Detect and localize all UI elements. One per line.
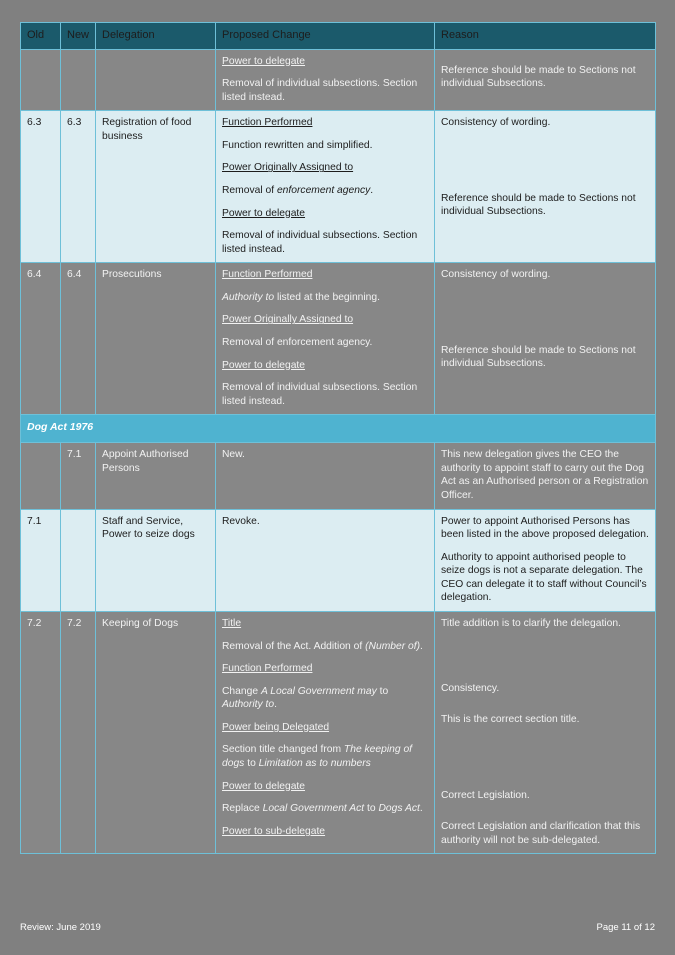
proposed-text: New.	[222, 449, 245, 461]
proposed-text: Removal of the Act. Addition of (Number of).	[222, 640, 423, 652]
cell-new: 6.4	[61, 263, 96, 415]
table-row	[21, 443, 656, 509]
reason-text: Reference should be made to Sections not individual Subsections.	[441, 64, 636, 90]
page-footer	[20, 922, 655, 933]
cell-new: 6.3	[61, 111, 96, 263]
proposed-heading: Function Performed	[222, 117, 313, 129]
col-header-old: Old	[21, 23, 61, 50]
proposed-heading: Power to delegate	[222, 359, 306, 371]
cell-reason	[435, 509, 656, 611]
section-heading: Dog Act 1976	[21, 415, 656, 443]
reason-text: Correct Legislation and clarification that this authority will not be sub-delegated.	[441, 821, 641, 846]
cell-reason	[435, 611, 656, 853]
proposed-text: Removal of individual subsections. Section listed instead.	[222, 230, 418, 255]
proposed-heading: Power Originally Assigned to	[222, 314, 354, 326]
proposed-text: Authority to listed at the beginning.	[222, 291, 380, 303]
reason-text: This new delegation gives the CEO the authority to appoint staff to carry out the Dog Act as an Authorised person or a Registration Officer.	[441, 449, 649, 501]
cell-proposed-change	[216, 49, 435, 111]
reason-text: Power to appoint Authorised Persons has been listed in the above proposed delegation.	[441, 515, 649, 541]
proposed-heading: Power to delegate	[222, 207, 306, 219]
cell-new: 7.2	[61, 611, 96, 853]
col-header-reason: Reason	[435, 23, 656, 50]
cell-old: 7.2	[21, 611, 61, 853]
col-header-proposed-change: Proposed Change	[216, 23, 435, 50]
proposed-text: Removal of individual subsections. Section listed instead.	[222, 78, 418, 103]
proposed-text: Function rewritten and simplified.	[222, 139, 373, 151]
cell-proposed-change	[216, 263, 435, 415]
cell-new: 7.1	[61, 443, 96, 509]
reason-text: Correct Legislation.	[441, 789, 530, 801]
cell-new	[61, 509, 96, 611]
cell-old	[21, 443, 61, 509]
cell-proposed-change	[216, 509, 435, 611]
cell-reason	[435, 49, 656, 111]
reason-text: Consistency.	[441, 682, 500, 694]
proposed-heading: Title	[222, 617, 242, 629]
proposed-text: Removal of enforcement agency.	[222, 184, 374, 196]
reason-text: Reference should be made to Sections not individual Subsections.	[441, 344, 636, 370]
cell-old: 6.3	[21, 111, 61, 263]
proposed-heading: Function Performed	[222, 269, 313, 281]
cell-old: 7.1	[21, 509, 61, 611]
cell-delegation: Staff and Service, Power to seize dogs	[96, 509, 216, 611]
reason-text: Consistency of wording.	[441, 269, 551, 281]
proposed-text: Section title changed from The keeping of dogs to Limitation as to numbers	[222, 744, 413, 770]
col-header-new: New	[61, 23, 96, 50]
proposed-text: Replace Local Government Act to Dogs Act.	[222, 803, 423, 815]
cell-reason	[435, 443, 656, 509]
cell-old	[21, 49, 61, 111]
delegations-table	[20, 22, 656, 854]
proposed-heading: Power being Delegated	[222, 721, 330, 733]
cell-old: 6.4	[21, 263, 61, 415]
cell-reason	[435, 263, 656, 415]
reason-text: Authority to appoint authorised people to seize dogs is not a separate delegation. The CEO can delegate it to staff without Council’s delegation.	[441, 551, 647, 604]
reason-text: This is the correct section title.	[441, 714, 580, 726]
cell-proposed-change	[216, 611, 435, 853]
proposed-text: Removal of enforcement agency.	[222, 337, 373, 349]
proposed-heading: Power to delegate	[222, 780, 306, 792]
cell-delegation	[96, 49, 216, 111]
cell-delegation: Registration of food business	[96, 111, 216, 263]
footer-review-date: Review: June 2019	[20, 922, 101, 933]
cell-reason	[435, 111, 656, 263]
table-row	[21, 49, 656, 111]
footer-page-number: Page 11 of 12	[596, 922, 655, 933]
proposed-text: Revoke.	[222, 515, 260, 527]
cell-new	[61, 49, 96, 111]
proposed-heading: Power to delegate	[222, 55, 306, 67]
proposed-text: Change A Local Government may to Authority to.	[222, 685, 389, 711]
table-row	[21, 263, 656, 415]
table-row	[21, 509, 656, 611]
proposed-heading: Power Originally Assigned to	[222, 162, 354, 174]
cell-delegation: Keeping of Dogs	[96, 611, 216, 853]
proposed-heading: Function Performed	[222, 663, 313, 675]
cell-proposed-change	[216, 111, 435, 263]
reason-text: Title addition is to clarify the delegation.	[441, 617, 621, 629]
cell-delegation: Appoint Authorised Persons	[96, 443, 216, 509]
table-header-row	[21, 23, 656, 50]
col-header-delegation: Delegation	[96, 23, 216, 50]
reason-text: Reference should be made to Sections not individual Subsections.	[441, 192, 636, 218]
proposed-heading: Power to sub-delegate	[222, 825, 326, 837]
reason-text: Consistency of wording.	[441, 117, 551, 129]
cell-delegation: Prosecutions	[96, 263, 216, 415]
table-row	[21, 611, 656, 853]
proposed-text: Removal of individual subsections. Section listed instead.	[222, 382, 418, 407]
table-row	[21, 111, 656, 263]
cell-proposed-change	[216, 443, 435, 509]
section-heading-row	[21, 415, 656, 443]
